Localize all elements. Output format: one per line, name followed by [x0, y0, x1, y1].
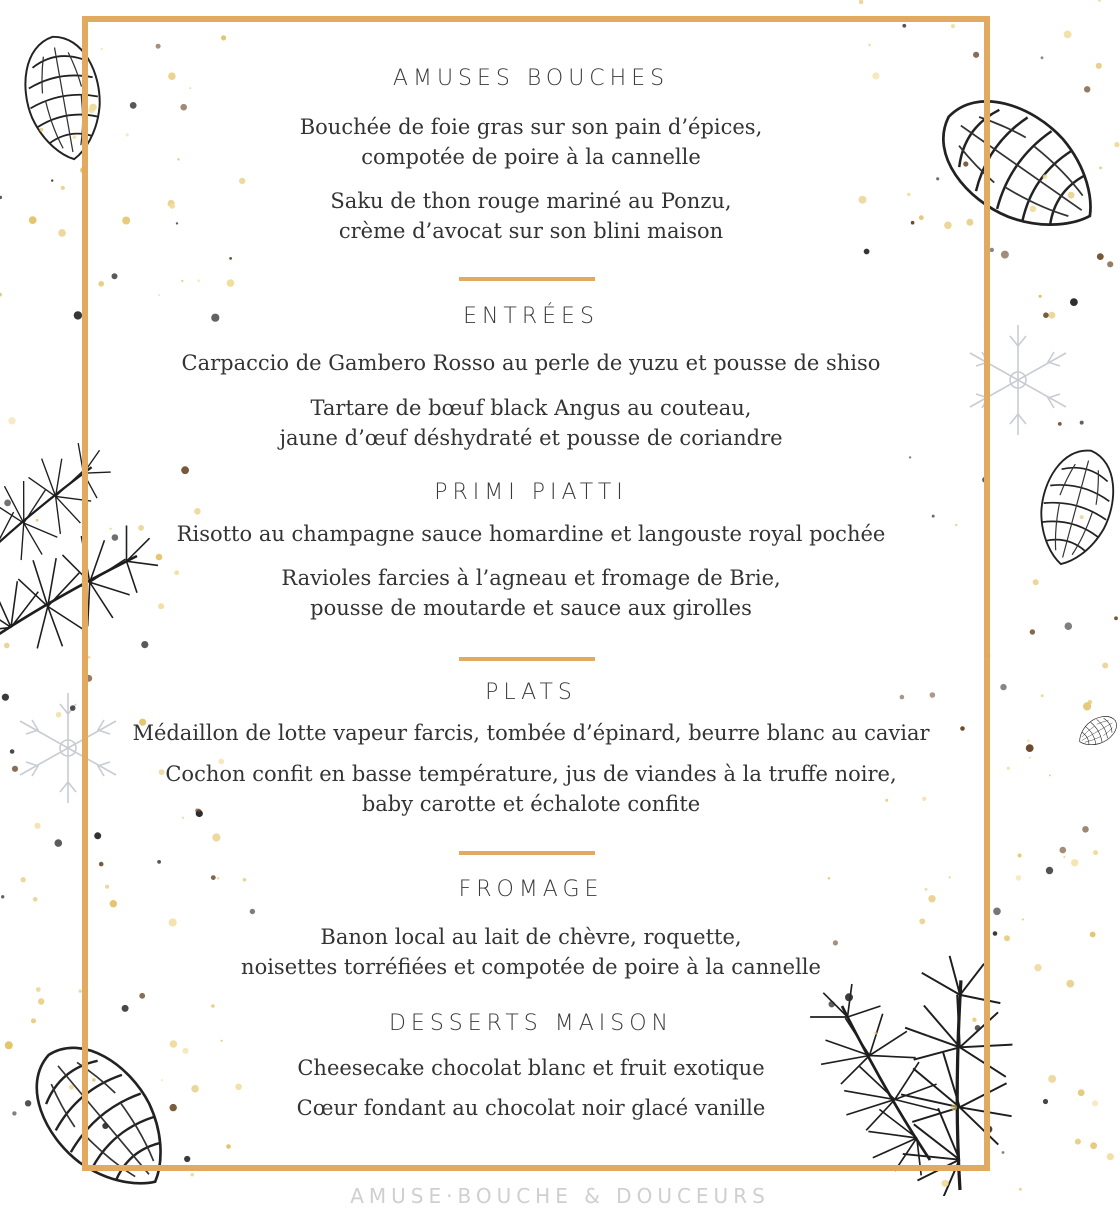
- dish-line: Banon local au lait de chèvre, roquette,: [320, 925, 742, 949]
- section-title-desserts-maison: DESSERTS MAISON: [388, 1011, 673, 1036]
- dish-line: jaune d’œuf déshydraté et pousse de coriandre: [279, 426, 783, 450]
- confetti-dot: [34, 823, 40, 829]
- confetti-dot: [1004, 935, 1010, 941]
- confetti-dot: [1107, 261, 1113, 267]
- dish-line: Tartare de bœuf black Angus au couteau,: [310, 396, 752, 420]
- confetti-dot: [993, 908, 1001, 916]
- confetti-dot: [1064, 31, 1072, 39]
- section-title-amuses-bouches: AMUSES BOUCHES: [392, 66, 670, 91]
- section-title-primi-piatti: PRIMI PIATTI: [434, 480, 628, 505]
- confetti-dot: [1097, 253, 1104, 260]
- section-title-plats: PLATS: [485, 680, 577, 705]
- confetti-dot: [36, 519, 39, 522]
- confetti-dot: [2, 694, 9, 701]
- dish-item: [86, 1093, 976, 1123]
- confetti-dot: [1002, 1151, 1005, 1154]
- confetti-dot: [1039, 295, 1042, 298]
- confetti-dot: [1049, 774, 1051, 776]
- confetti-dot: [1019, 1188, 1022, 1191]
- confetti-dot: [1090, 932, 1096, 938]
- confetti-dot: [1084, 86, 1090, 92]
- section-divider: [459, 657, 595, 661]
- dish-item: [86, 348, 976, 378]
- confetti-dot: [12, 1111, 16, 1115]
- footer-cutoff-text: AMUSE·BOUCHE & DOUCEURS: [350, 1184, 770, 1208]
- pine-cone-icon: [1074, 711, 1120, 753]
- section-title-fromage: FROMAGE: [458, 877, 604, 902]
- dish-line: Médaillon de lotte vapeur farcis, tombée d’épinard, beurre blanc au caviar: [132, 721, 930, 745]
- confetti-dot: [1016, 875, 1022, 881]
- confetti-dot: [1114, 142, 1119, 147]
- confetti-dot: [1096, 63, 1102, 69]
- confetti-dot: [29, 216, 37, 224]
- confetti-dot: [33, 897, 38, 902]
- pine-cone-icon: [1028, 442, 1120, 573]
- confetti-dot: [1001, 251, 1009, 259]
- confetti-dot: [1060, 847, 1067, 854]
- confetti-dot: [56, 712, 62, 718]
- confetti-dot: [1107, 1153, 1114, 1160]
- confetti-dot: [4, 500, 11, 507]
- dish-line: Cœur fondant au chocolat noir glacé vanille: [296, 1096, 766, 1120]
- dish-line: Cheesecake chocolat blanc et fruit exotique: [297, 1056, 765, 1080]
- dish-line: pousse de moutarde et sauce aux girolles: [310, 596, 752, 620]
- section-title-entrees: ENTRÉES: [463, 304, 599, 329]
- confetti-dot: [73, 135, 77, 139]
- confetti-dot: [1041, 56, 1044, 59]
- confetti-dot: [1041, 694, 1044, 697]
- confetti-dot: [859, 0, 864, 4]
- dish-line: Ravioles farcies à l’agneau et fromage de Brie,: [281, 566, 781, 590]
- confetti-dot: [1000, 684, 1006, 690]
- dish-item: [86, 393, 976, 453]
- confetti-dot: [58, 229, 66, 237]
- confetti-dot: [1022, 919, 1024, 921]
- confetti-dot: [40, 128, 44, 132]
- dish-item: [86, 1053, 976, 1083]
- dish-line: Cochon confit en basse température, jus de viandes à la truffe noire,: [165, 762, 897, 786]
- confetti-dot: [1099, 167, 1102, 170]
- confetti-dot: [1043, 312, 1049, 318]
- confetti-dot: [1070, 298, 1078, 306]
- confetti-dot: [1018, 854, 1022, 858]
- confetti-dot: [1078, 1089, 1085, 1096]
- confetti-dot: [0, 293, 2, 297]
- confetti-dot: [55, 839, 63, 847]
- confetti-dot: [1027, 739, 1030, 742]
- confetti-dot: [31, 1018, 36, 1023]
- confetti-dot: [38, 998, 44, 1004]
- confetti-dot: [74, 311, 82, 319]
- confetti-dot: [1093, 850, 1098, 855]
- dish-item: [86, 112, 976, 172]
- confetti-dot: [70, 705, 76, 711]
- dish-line: crème d’avocat sur son blini maison: [338, 219, 724, 243]
- dish-line: Bouchée de foie gras sur son pain d’épices,: [299, 115, 763, 139]
- confetti-dot: [1075, 1139, 1081, 1145]
- confetti-dot: [1030, 629, 1035, 634]
- confetti-dot: [69, 1085, 74, 1090]
- dish-line: Risotto au champagne sauce homardine et langouste royal pochée: [176, 522, 886, 546]
- confetti-dot: [12, 766, 18, 772]
- confetti-dot: [190, 1173, 194, 1177]
- confetti-dot: [21, 877, 26, 882]
- section-divider: [459, 851, 595, 855]
- confetti-dot: [1058, 422, 1062, 426]
- confetti-dot: [10, 749, 15, 754]
- confetti-dot: [4, 643, 10, 649]
- confetti-dot: [1092, 1100, 1098, 1106]
- confetti-dot: [1071, 859, 1078, 866]
- confetti-dot: [1080, 515, 1084, 519]
- confetti-dot: [1065, 622, 1073, 630]
- confetti-dot: [8, 417, 15, 424]
- confetti-dot: [1007, 767, 1010, 770]
- dish-item: [86, 922, 976, 982]
- confetti-dot: [1083, 702, 1091, 710]
- confetti-dot: [1043, 1099, 1048, 1104]
- confetti-dot: [1046, 867, 1053, 874]
- confetti-dot: [1026, 744, 1034, 752]
- confetti-dot: [1090, 1142, 1097, 1149]
- confetti-dot: [1082, 826, 1089, 833]
- confetti-dot: [942, 1180, 949, 1187]
- confetti-dot: [51, 179, 53, 181]
- dish-line: noisettes torréfiées et compotée de poire à la cannelle: [241, 955, 821, 979]
- dish-line: compotée de poire à la cannelle: [361, 145, 701, 169]
- section-divider: [459, 277, 595, 281]
- confetti-dot: [1048, 1075, 1056, 1083]
- confetti-dot: [993, 931, 998, 936]
- dish-item: [86, 718, 976, 748]
- confetti-dot: [1066, 980, 1074, 988]
- dish-item: [86, 563, 976, 623]
- confetti-dot: [1, 895, 4, 898]
- confetti-dot: [1063, 856, 1065, 858]
- confetti-dot: [1114, 616, 1118, 620]
- dish-item: [86, 519, 976, 549]
- confetti-dot: [1102, 663, 1108, 669]
- confetti-dot: [990, 248, 994, 252]
- menu-content: [86, 20, 976, 1160]
- dish-item: [86, 759, 976, 819]
- confetti-dot: [1068, 192, 1075, 199]
- confetti-dot: [0, 196, 2, 199]
- confetti-dot: [25, 1100, 31, 1106]
- dish-item: [86, 186, 976, 246]
- confetti-dot: [1033, 579, 1039, 585]
- dish-line: baby carotte et échalote confite: [361, 792, 701, 816]
- confetti-dot: [1043, 174, 1048, 179]
- confetti-dot: [1030, 206, 1037, 213]
- confetti-dot: [5, 1041, 13, 1049]
- confetti-dot: [1080, 421, 1084, 425]
- confetti-dot: [36, 987, 41, 992]
- confetti-dot: [1034, 964, 1041, 971]
- dish-line: Carpaccio de Gambero Rosso au perle de yuzu et pousse de shiso: [181, 351, 881, 375]
- confetti-dot: [1029, 757, 1031, 759]
- dish-line: Saku de thon rouge mariné au Ponzu,: [330, 189, 732, 213]
- confetti-dot: [61, 186, 65, 190]
- confetti-dot: [1098, 0, 1101, 2]
- confetti-dot: [1048, 312, 1055, 319]
